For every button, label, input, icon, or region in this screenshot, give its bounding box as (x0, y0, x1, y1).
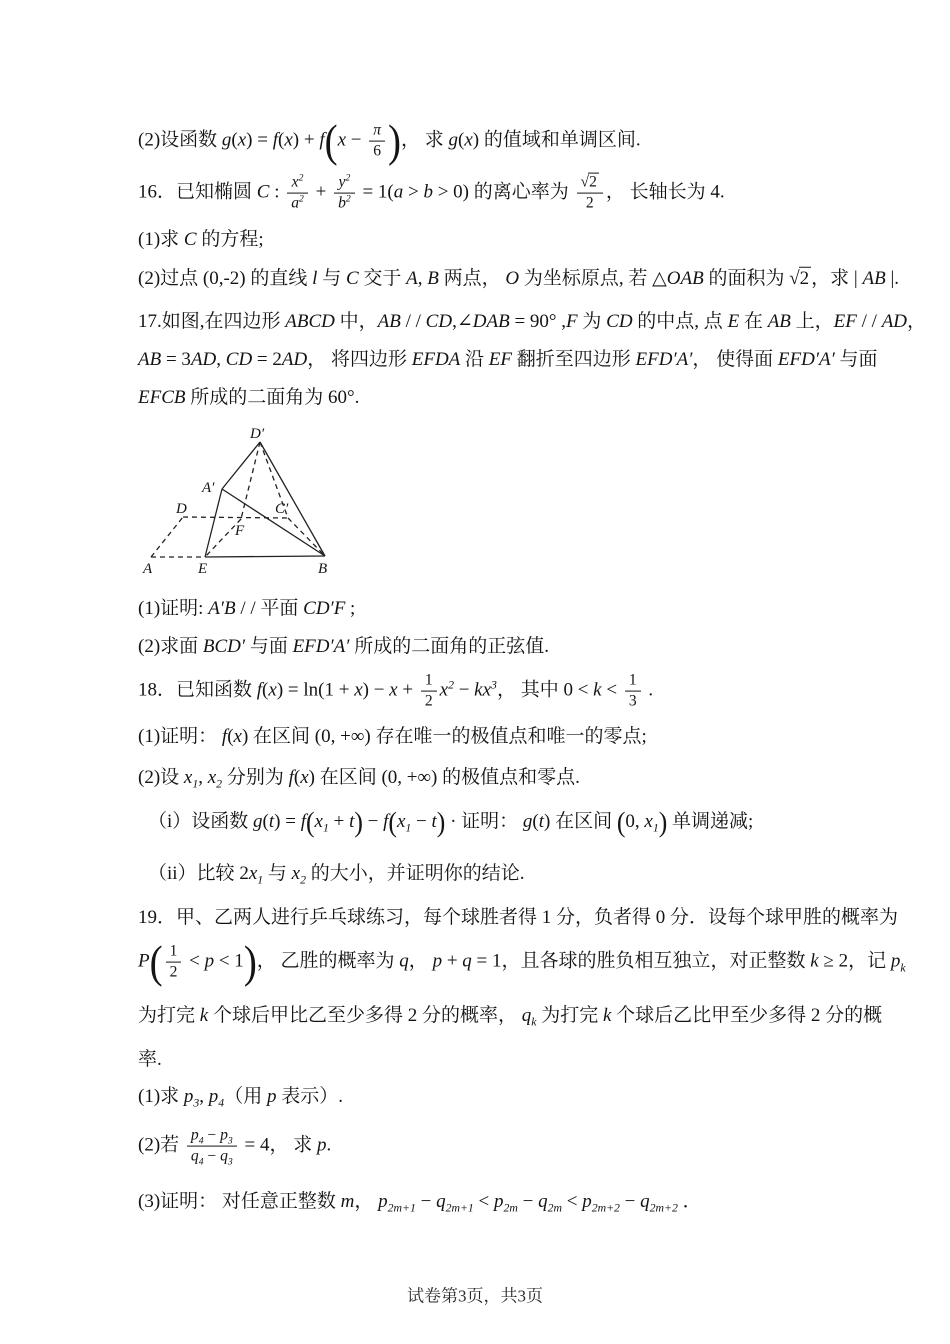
figure-solid-edge (205, 489, 222, 557)
figure-vertex-label: E (198, 561, 208, 577)
q19-stem-3: 为打完 k 个球后甲比乙至少多得 2 分的概率， $q_k$ 为打完 k 个球后乙比甲至少多得 2 分的概 (138, 1004, 883, 1029)
figure-dashed-edge (183, 517, 290, 518)
figure-dashed-edge (151, 517, 183, 557)
q18-part2: (2)设 $x_1$, $x_2$ 分别为 f(x) 在区间 (0, +∞) 的极值点和零点. (138, 766, 580, 791)
q19-part2: (2)若 $\frac{p_4 - p_3}{q_4 - q_3}$ = 4， 求 p. (138, 1126, 332, 1168)
figure-vertex-label: F (235, 523, 245, 539)
q16-part2: (2)过点 (0,-2) 的直线 l 与 C 交于 A, B 两点， O 为坐标原点, 若 △OAB 的面积为 √2 ，求 | AB |. (138, 267, 900, 289)
q18-part1: (1)证明： f(x) 在区间 (0, +∞) 存在唯一的极值点和唯一的零点; (138, 725, 647, 747)
q17-stem-3: EFCB 所成的二面角为 60°. (138, 386, 360, 408)
q19-part3: (3)证明： 对任意正整数 m， $p_{2m+1} - q_{2m+1} < p_{2m} - q_{2m} < p_{2m+2} - q_{2m+2}$ ． (138, 1190, 702, 1215)
q16-part1: (1)求 C 的方程; (138, 228, 264, 250)
q17-part1: (1)证明: A′B / / 平面 CD′F ; (138, 597, 356, 619)
figure-vertex-label: B (318, 561, 328, 577)
figure-vertex-label: D′ (250, 426, 265, 442)
figure-vertex-label: A′ (202, 480, 215, 496)
figure-vertex-label: A (143, 561, 153, 577)
q19-part1: (1)求 $p_3$, $p_4$（用 p 表示）. (138, 1085, 343, 1110)
q18-part2-ii: （ii）比较 $2x_1$ 与 $x_2$ 的大小，并证明你的结论. (148, 862, 525, 887)
page-footer: 试卷第3页，共3页 (407, 1286, 543, 1306)
q15-part2: (2)设函数 g(x) = f(x) + f(x − $\frac{\pi}{6}$ )， 求 g(x) 的值域和单调区间. (138, 115, 641, 167)
q16-stem: 16．已知椭圆 C : $\frac{x^2}{a^2}$ + $\frac{y^2}{b^2}$ = 1(a > b > 0) 的离心率为 $\frac{√2}{2}$ ， 长轴长为 4. (138, 172, 725, 212)
figure-solid-edge (205, 556, 325, 557)
q18-part2-i: （i）设函数 $g(t) = f(x_1 + t) - f(x_1 - t)$ · 证明： g(t) 在区间 (0, $x_1$) 单调递减; (148, 805, 754, 839)
figure-solid-edge (260, 442, 325, 556)
q19-stem-1: 19．甲、乙两人进行乒乓球练习，每个球胜者得 1 分，负者得 0 分．设每个球甲胜的概率为 (138, 906, 899, 928)
q17-stem-2: AB = 3AD, CD = 2AD， 将四边形 EFDA 沿 EF 翻折至四边形 EFD′A′， 使得面 EFD′A′ 与面 (138, 348, 878, 370)
q17-stem-1: 17.如图,在四边形 ABCD 中，AB / / CD,∠DAB = 90° ,F 为 CD 的中点, 点 E 在 AB 上，EF / / AD， (138, 310, 927, 332)
q19-stem-2: P( $\frac{1}{2}$ < p < 1)， 乙胜的概率为 q， p + q = 1，且各球的胜负相互独立，对正整数 k ≥ 2，记 $p_k$ (138, 936, 906, 988)
figure-vertex-label: D (176, 501, 187, 517)
q17-part2: (2)求面 BCD′ 与面 EFD′A′ 所成的二面角的正弦值. (138, 635, 549, 657)
q18-stem: 18．已知函数 f(x) = ln(1 + x) − x + $\frac{1}{2}$ $x^2 - kx^3$， 其中 0 < k < $\frac{1}{3}$ . (138, 671, 654, 710)
figure-solid-edge (222, 442, 260, 489)
geometry-figure-q17 (138, 425, 350, 590)
q19-stem-4: 率. (138, 1048, 162, 1070)
figure-vertex-label: C′ (275, 501, 289, 517)
